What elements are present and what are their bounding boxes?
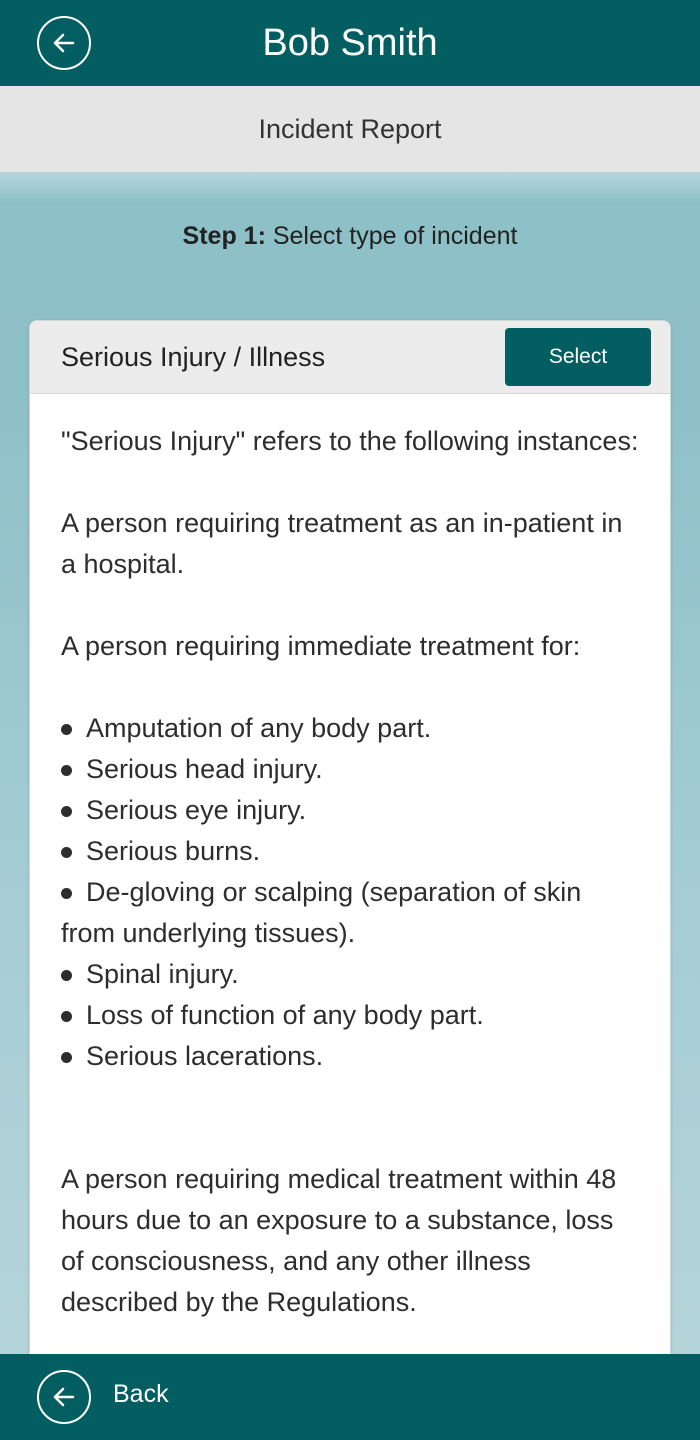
- injury-list: [61, 708, 640, 1077]
- footer-bar: [0, 1354, 700, 1440]
- step-instruction: [0, 222, 700, 251]
- intro-text: "Serious Injury" refers to the following instances:: [61, 426, 639, 456]
- back-link[interactable]: Back: [113, 1380, 169, 1408]
- header-back-button[interactable]: [37, 16, 91, 70]
- incident-type-card: [29, 320, 671, 1440]
- footer-back-button[interactable]: [37, 1370, 91, 1424]
- subheader-title: Incident Report: [0, 86, 700, 172]
- immediate-treatment-text: A person requiring immediate treatment for:: [61, 631, 581, 661]
- select-button[interactable]: Select: [505, 328, 651, 386]
- card-header: [30, 321, 670, 394]
- medical-treatment-text: A person requiring medical treatment within 48 hours due to an exposure to a substance, loss of consciousness, and any other illness described by the Regulations.: [61, 1164, 617, 1317]
- card-body: [30, 394, 670, 1323]
- list-item: Serious eye injury.: [61, 790, 640, 831]
- spacer: [61, 1077, 640, 1159]
- list-item: Serious head injury.: [61, 749, 640, 790]
- list-item: Spinal injury.: [61, 954, 640, 995]
- bullet-icon: [61, 806, 72, 817]
- list-item: Loss of function of any body part.: [61, 995, 640, 1036]
- arrow-left-icon: [51, 1384, 77, 1410]
- arrow-left-icon: [51, 30, 77, 56]
- step-text: Select type of incident: [265, 222, 518, 250]
- card-title: Serious Injury / Illness: [61, 341, 326, 372]
- step-label: Step 1:: [182, 222, 266, 250]
- subheader-shadow: [0, 172, 700, 202]
- bullet-icon: [61, 847, 72, 858]
- bullet-icon: [61, 765, 72, 776]
- bullet-icon: [61, 724, 72, 735]
- list-item: De-gloving or scalping (separation of skin from underlying tissues).: [61, 877, 582, 948]
- list-item: Amputation of any body part.: [61, 708, 640, 749]
- bullet-icon: [61, 970, 72, 981]
- bullet-icon: [61, 888, 72, 899]
- list-item: Serious lacerations.: [61, 1036, 640, 1077]
- inpatient-text: A person requiring treatment as an in-patient in a hospital.: [61, 508, 623, 579]
- app-header: [0, 0, 700, 86]
- page-title: Bob Smith: [262, 21, 438, 64]
- bullet-icon: [61, 1052, 72, 1063]
- list-item: Serious burns.: [61, 831, 640, 872]
- bullet-icon: [61, 1011, 72, 1022]
